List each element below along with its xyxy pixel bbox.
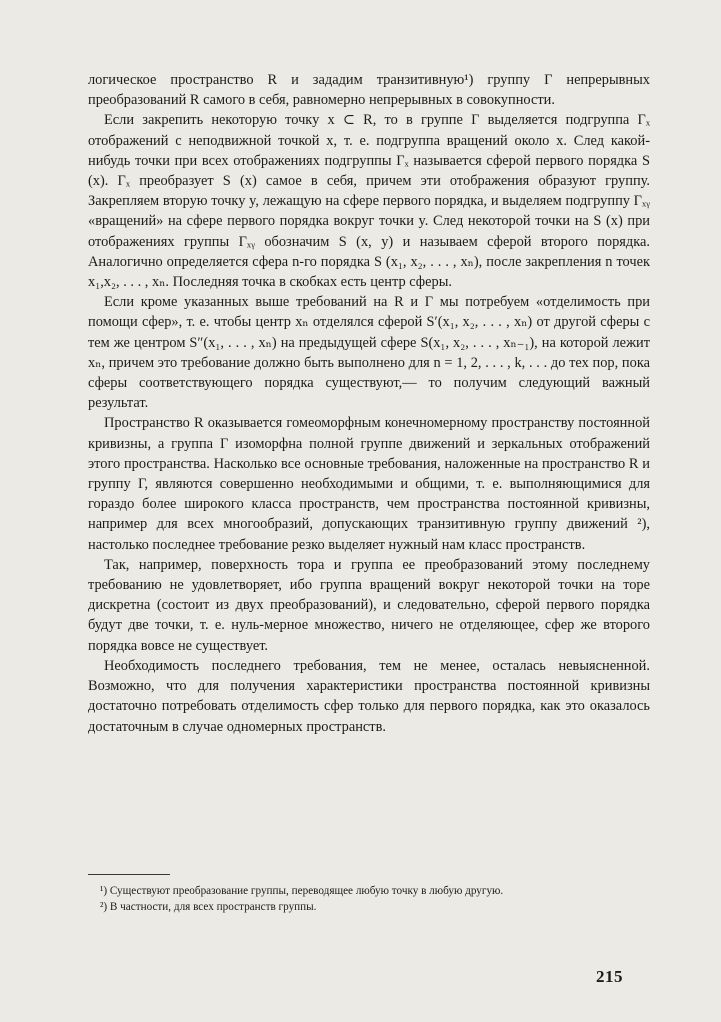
footnote: ¹) Существуют преобразование группы, переводящее любую точку в любую другую. xyxy=(100,885,504,897)
paragraph: Если закрепить некоторую точку x ⊂ R, то в группе Γ выделяется подгруппа Γₓ отображений с неподвижной точкой x, т. е. подгруппа вращений около x. След какой-нибудь точки при всех отображениях подгруппы Γₓ называется сферой первого порядка S (x). Γₓ преобразует S (x) самое в себя, причем эти отображения образуют группу. Закрепляем вторую точку y, лежащую на сфере первого порядка, и выделяем подгруппу Γₓᵧ «вращений» на сфере первого порядка вокруг точки y. След некоторой точки на S (x) при отображениях группы Γₓᵧ обозначим S (x, y) и называем сферой второго порядка. Аналогично определяется сфера n-го порядка S (x₁, x₂, . . . , xₙ), после закрепления n точек x₁,x₂, . . . , xₙ. Последняя точка в скобках есть центр сферы. xyxy=(88,112,650,291)
paragraph: логическое пространство R и зададим транзитивную¹) группу Γ непрерывных преобразований R самого в себя, равномерно непрерывных в совокупности. xyxy=(88,72,650,109)
main-text xyxy=(88,70,650,737)
paragraph: Если кроме указанных выше требований на R и Γ мы потребуем «отделимость при помощи сфер», т. е. чтобы центр xₙ отделялся сферой S′(x₁, x₂, . . . , xₙ) от другой сферы с тем же центром S″(x₁, . . . , xₙ) на предыдущей сфере S(x₁, x₂, . . . , xₙ₋₁), на которой лежит xₙ, причем это требование должно быть выполнено для n = 1, 2, . . . , k, . . . до тех пор, пока сферы соответствующего порядка существуют,— то получим следующий важный результат. xyxy=(88,294,650,412)
footnote: ²) В частности, для всех пространств группы. xyxy=(100,900,317,913)
paragraph: Необходимость последнего требования, тем не менее, осталась невыясненной. Возможно, что для получения характеристики пространства постоянной кривизны достаточно потребовать отделимость сфер только для первого порядка, как это оказалось достаточным в случае одномерных пространств. xyxy=(88,657,650,735)
page-number: 215 xyxy=(596,967,623,986)
footnotes xyxy=(88,884,650,915)
paragraph: Так, например, поверхность тора и группа ее преобразований этому последнему требованию не удовлетворяет, ибо группа вращений вокруг некоторой точки на торе дискретна (состоит из двух преобразований), и следовательно, сферой первого порядка будут две точки, т. е. нуль-мерное множество, ничего не отделяющее, сфер же второго порядка вовсе не существует. xyxy=(88,556,650,654)
paragraph: Пространство R оказывается гомеоморфным конечномерному пространству постоянной кривизны, а группа Γ изоморфна полной группе движений и зеркальных отображений этого пространства. Насколько все основные требования, наложенные на пространство R и группу Γ, являются совершенно необходимыми и общими, т. е. выполняющимися для гораздо более широкого класса пространств, чем пространства постоянной кривизны, например для всех многообразий, допускающих транзитивную группу движений ²), настолько последнее требование резко выделяет нужный нам класс пространств. xyxy=(88,415,650,553)
footnote-divider xyxy=(88,874,170,875)
